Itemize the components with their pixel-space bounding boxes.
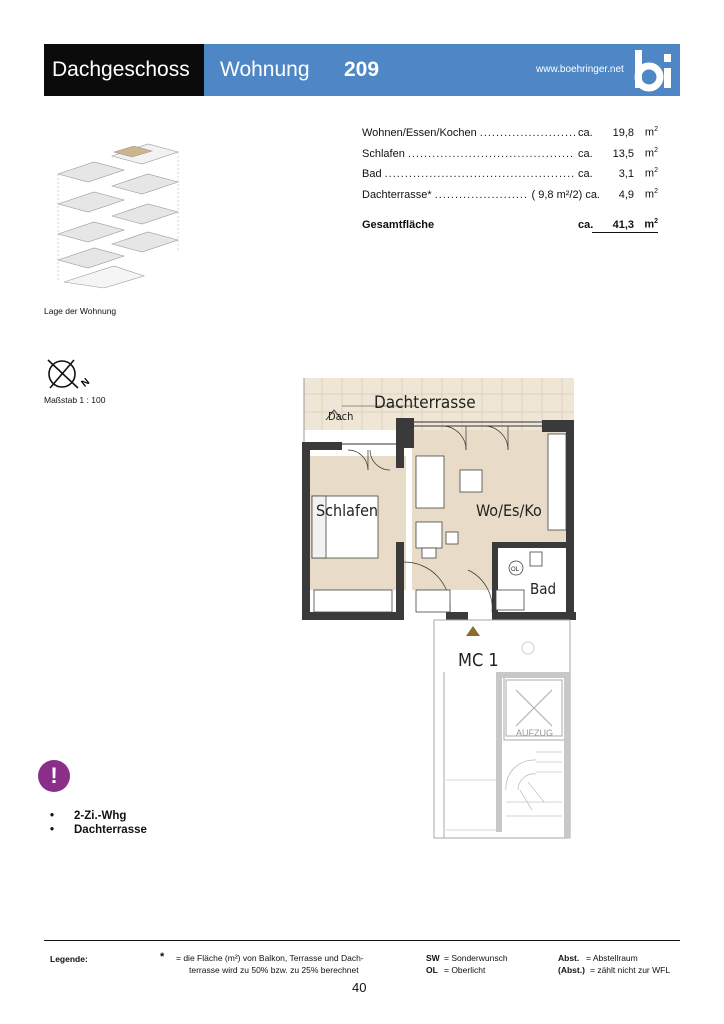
- legend-sw-text: = Sonderwunsch: [444, 953, 508, 963]
- leader-dots: [480, 127, 575, 139]
- legend-sw-key: SW: [426, 953, 440, 963]
- legend-ol-text: = Oberlicht: [444, 965, 486, 975]
- legend-abst2-key: (Abst.): [558, 965, 585, 975]
- location-isometric-diagram: [44, 140, 194, 290]
- area-row-label: Dachterrasse*: [362, 188, 432, 201]
- unit-label: Wohnung: [220, 58, 310, 81]
- washbasin: [530, 552, 542, 566]
- plan-label-stair-core: MC 1: [458, 650, 499, 671]
- total-area-row: [362, 218, 658, 236]
- plan-label-bedroom: Schlafen: [316, 501, 379, 520]
- boehringer-logo-icon: [628, 44, 680, 96]
- area-row: [362, 126, 658, 144]
- area-row-unit: $m^2$: [644, 147, 658, 160]
- footer-divider: [44, 940, 680, 941]
- scale-label: Maßstab 1 : 100: [44, 395, 106, 405]
- area-row-prefix: ( 9,8 m²/2) ca.: [531, 188, 600, 201]
- area-row-value: 4,9: [618, 188, 634, 201]
- exclamation-icon: !: [38, 760, 70, 792]
- plan-label-living: Wo/Es/Ko: [476, 501, 542, 520]
- logo[interactable]: [628, 44, 680, 96]
- area-row-value: 13,5: [612, 147, 634, 160]
- legend-label: Legende:: [50, 954, 88, 964]
- plan-label-bath: Bad: [530, 580, 557, 598]
- area-row-unit: $m^2$: [644, 167, 658, 180]
- plan-label-elevator: AUFZUG: [516, 728, 553, 738]
- total-label: Gesamtfläche: [362, 218, 435, 231]
- area-row-unit: $m^2$: [644, 188, 658, 201]
- plan-label-roof: Dach: [328, 410, 354, 423]
- feature-item: • 2-Zi.-Whg: [50, 810, 127, 822]
- legend-note-line2: terrasse wird zu 50% bzw. zu 25% berechnet: [189, 965, 359, 975]
- area-row-value: 19,8: [612, 126, 634, 139]
- location-label: Lage der Wohnung: [44, 306, 117, 316]
- legend-ol-key: OL: [426, 965, 438, 975]
- leader-dots: [435, 189, 529, 201]
- floor-plan: [296, 372, 582, 842]
- area-row: [362, 188, 658, 206]
- area-row-prefix: ca.: [578, 147, 593, 160]
- total-unit: $m^2$: [644, 218, 658, 231]
- area-row-value: 3,1: [618, 167, 634, 180]
- north-arrow-icon: [42, 354, 98, 394]
- area-row-label: Wohnen/Essen/Kochen: [362, 126, 477, 139]
- legend-abst2-text: = zählt nicht zur WFL: [590, 965, 671, 975]
- floor-title: Dachgeschoss: [52, 58, 190, 81]
- area-row-label: Bad: [362, 167, 382, 180]
- table: [460, 470, 482, 492]
- kitchen-counter: [548, 434, 566, 530]
- website-link[interactable]: www.boehringer.net: [536, 64, 624, 75]
- area-row: [362, 167, 658, 185]
- area-row-label: Schlafen: [362, 147, 405, 160]
- plan-label-ol: OL: [511, 567, 520, 573]
- plan-label-terrace: Dachterrasse: [374, 393, 476, 413]
- shower: [496, 590, 524, 610]
- area-row: [362, 147, 658, 165]
- svg-text:N: N: [79, 376, 93, 390]
- wardrobe: [314, 590, 392, 612]
- legend-abst-key: Abst.: [558, 953, 580, 963]
- leader-dots: [385, 168, 575, 180]
- total-prefix: ca.: [578, 218, 594, 231]
- total-underline: [592, 232, 658, 233]
- feature-item: • Dachterrasse: [50, 824, 147, 836]
- unit-number: 209: [344, 58, 380, 81]
- entry-arrow-icon: [466, 626, 480, 636]
- sofa: [416, 456, 444, 508]
- leader-dots: [408, 148, 575, 160]
- legend-note-line1: = die Fläche (m²) von Balkon, Terrasse und Dach-: [176, 953, 364, 963]
- area-row-prefix: ca.: [578, 167, 593, 180]
- legend-abst-text: = Abstellraum: [586, 953, 638, 963]
- page-number: 40: [352, 980, 367, 995]
- area-row-prefix: ca.: [578, 126, 593, 139]
- area-row-unit: $m^2$: [644, 126, 658, 139]
- desk: [416, 522, 442, 548]
- legend-asterisk: *: [160, 951, 165, 963]
- total-value: 41,3: [612, 218, 634, 231]
